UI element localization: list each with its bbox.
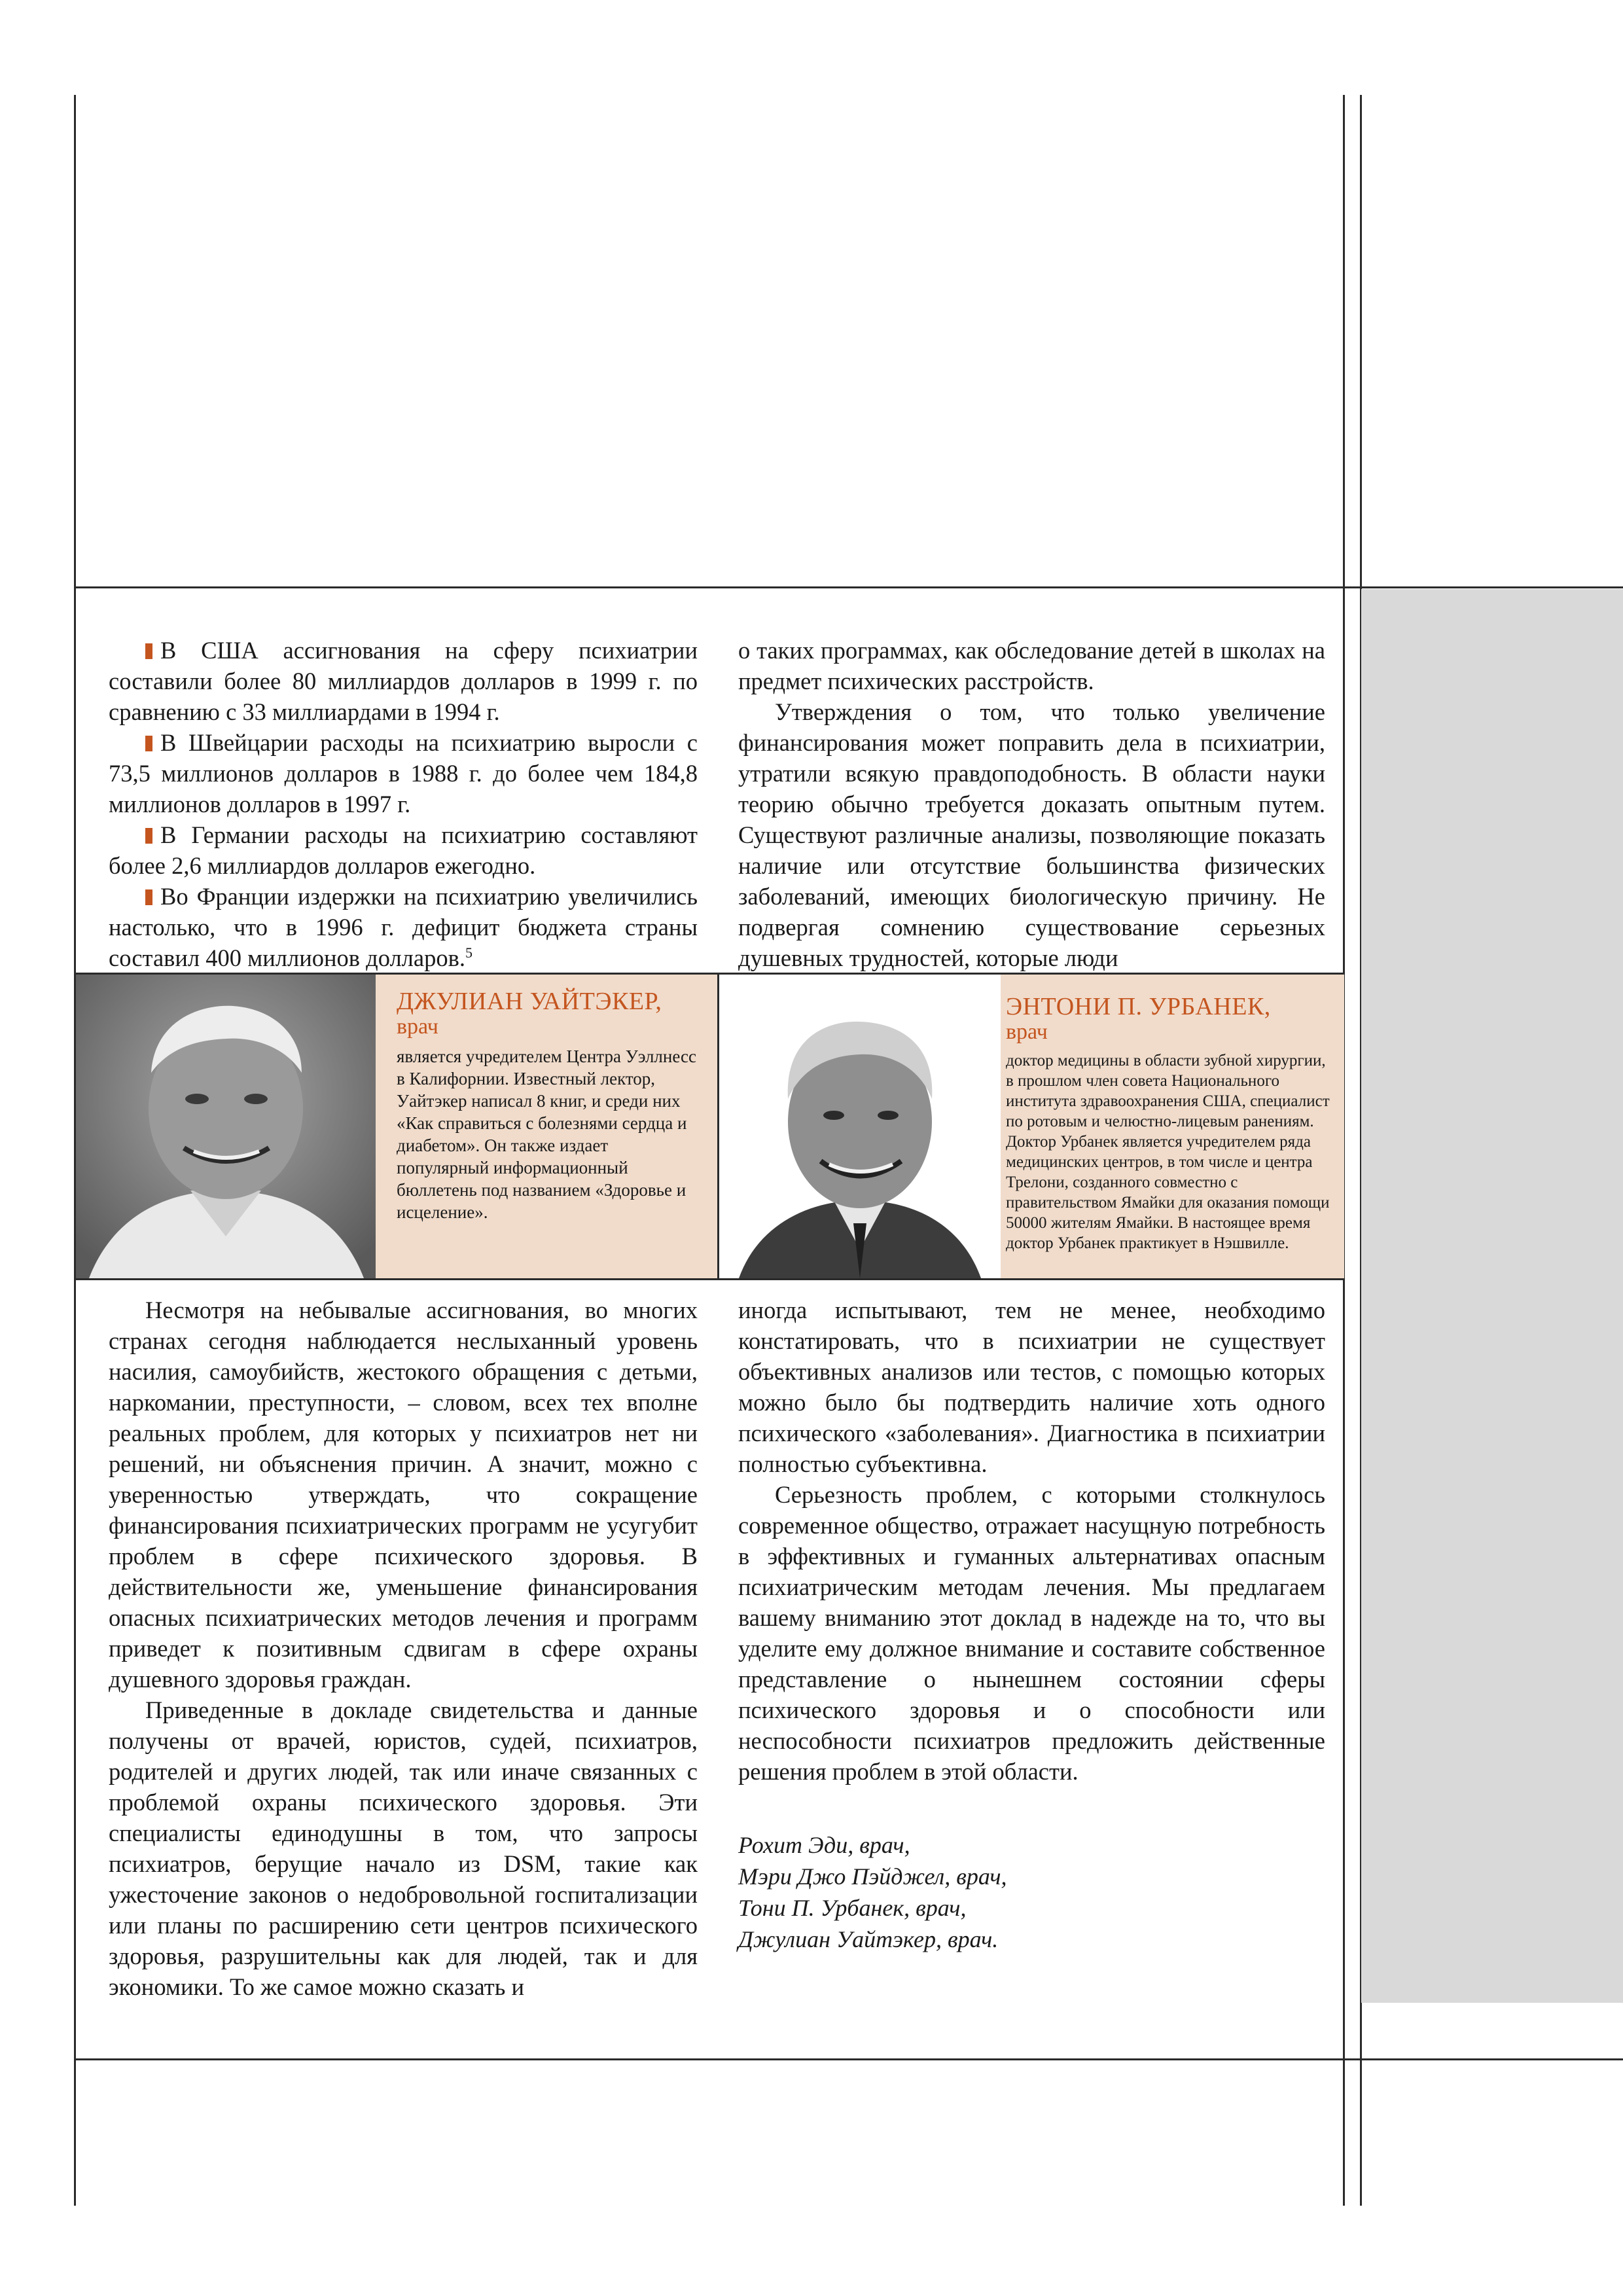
bullet-marker <box>145 889 152 905</box>
bio-name-whitaker: ДЖУЛИАН УАЙТЭКЕР, <box>397 988 662 1015</box>
bio-text-whitaker: является учредителем Центра Уэллнесс в Калифорнии. Известный лектор, Уайтэкер написал 8 книг, и среди них «Как справиться с болезнями сердца и диабетом». Он также издает популярный информационный бюллетень под названием «Здоровье и исцеление». <box>397 1047 696 1222</box>
signature-line: Джулиан Уайтэкер, врач. <box>738 1926 999 1952</box>
bullet-marker <box>145 828 152 844</box>
paragraph: Несмотря на небывалые ассигнования, во многих странах сегодня наблюдается неслыханный уровень насилия, самоубийств, жестокого обращения с детьми, наркомании, преступности, – словом, всех тех вполне реальных проблем, для которых у психиатров нет ни решений, ни объяснения причин. А значит, можно с уверенностью утверждать, что сокращение финансирования психиатрических программ не усугубит проблем в сфере психического здоровья. В действительности же, уменьшение финансирования опасных психиатрических методов лечения и программ приведет к позитивным сдвигам в сфере охраны душевного здоровья граждан. <box>109 1297 698 1693</box>
bullet-switzerland: В Швейцарии расходы на психиатрию выросли с 73,5 миллионов долларов в 1988 г. до более чем 184,8 миллионов долларов в 1997 г. <box>109 729 698 817</box>
column-left-bottom <box>109 1295 698 2002</box>
bullet-france: Во Франции издержки на психиатрию увеличились настолько, что в 1996 г. дефицит бюджета страны составил 400 миллионов долларов.$^5$ <box>109 883 698 971</box>
paragraph: о таких программах, как обследование детей в школах на предмет психических расстройств. <box>738 637 1325 694</box>
signatures-block <box>738 1829 1007 1955</box>
paragraph: Утверждения о том, что только увеличение финансирования может поправить дела в психиатрии, утратили всякую правдоподобность. В области науки теорию обычно требуется доказать опытным путем. Существуют различные анализы, позволяющие показать наличие или отсутствие большинства физических заболеваний, имеющих биологическую причину. Не подвергая сомнению существование серьезных душевных трудностей, которые люди <box>738 698 1325 971</box>
bio-role-urbanek: врач <box>1006 1020 1048 1044</box>
paragraph: иногда испытывают, тем не менее, необходимо констатировать, что в психиатрии не существует объективных анализов или тестов, с помощью которых можно было бы подтвердить наличие хоть одного психического «заболевания». Диагностика в психиатрии полностью субъективна. <box>738 1297 1325 1477</box>
bio-name-urbanek: ЭНТОНИ П. УРБАНЕК, <box>1006 993 1271 1020</box>
bullet-germany: В Германии расходы на психиатрию составляют более 2,6 миллиардов долларов ежегодно. <box>109 821 698 879</box>
grey-sidebar <box>1361 589 1623 2003</box>
bullet-marker <box>145 643 152 659</box>
signature-line: Рохит Эди, врач, <box>738 1832 910 1858</box>
column-right-bottom <box>738 1295 1325 1787</box>
portrait-photo-whitaker <box>76 975 376 1278</box>
bio-box-urbanek <box>717 973 1344 1280</box>
top-content-rule <box>74 586 1623 588</box>
paragraph: Приведенные в докладе свидетельства и данные получены от врачей, юристов, судей, психиатров, родителей и других людей, так или иначе связанных с проблемой охраны психического здоровья. Эти специалисты единодушны в том, что запросы психиатров, берущие начало из DSM, такие как ужесточение законов о недобровольной госпитализации или планы по расширению сети центров психического здоровья, разрушительны как для людей, так и для экономики. То же самое можно сказать и <box>109 1696 698 2000</box>
portrait-photo-urbanek <box>719 975 1001 1278</box>
bottom-content-rule <box>74 2058 1623 2060</box>
column-left-top <box>109 635 698 973</box>
signature-line: Тони П. Урбанек, врач, <box>738 1895 967 1921</box>
footnote-marker: 5 <box>465 944 473 961</box>
bullet-marker <box>145 736 152 751</box>
bio-role-whitaker: врач <box>397 1014 438 1039</box>
paragraph: Серьезность проблем, с которыми столкнулось современное общество, отражает насущную потребность в эффективных и гуманных альтернативах опасным психиатрическим методам лечения. Мы предлагаем вашему вниманию этот доклад в надежде на то, что вы уделите ему должное внимание и составите собственное представление о нынешнем состоянии сферы психического здоровья и о способности или неспособности психиатров предложить действенные решения проблем в этой области. <box>738 1481 1325 1785</box>
column-right-top <box>738 635 1325 973</box>
signature-line: Мэри Джо Пэйджел, врач, <box>738 1863 1007 1890</box>
bio-text-urbanek: доктор медицины в области зубной хирургии, в прошлом член совета Национального института здравоохранения США, специалист по ротовым и челюстно-лицевым ранениям. Доктор Урбанек является учредителем ряда медицинских центров, в том числе и центра Трелони, созданного совместно с правительством Ямайки для оказания помощи 50000 жителям Ямайки. В настоящее время доктор Урбанек практикует в Нэшвилле. <box>1006 1052 1330 1252</box>
bullet-usa: В США ассигнования на сферу психиатрии составили более 80 миллиардов долларов в 1999 г. по сравнению с 33 миллиардами в 1994 г. <box>109 637 698 725</box>
bio-box-whitaker <box>76 973 717 1280</box>
